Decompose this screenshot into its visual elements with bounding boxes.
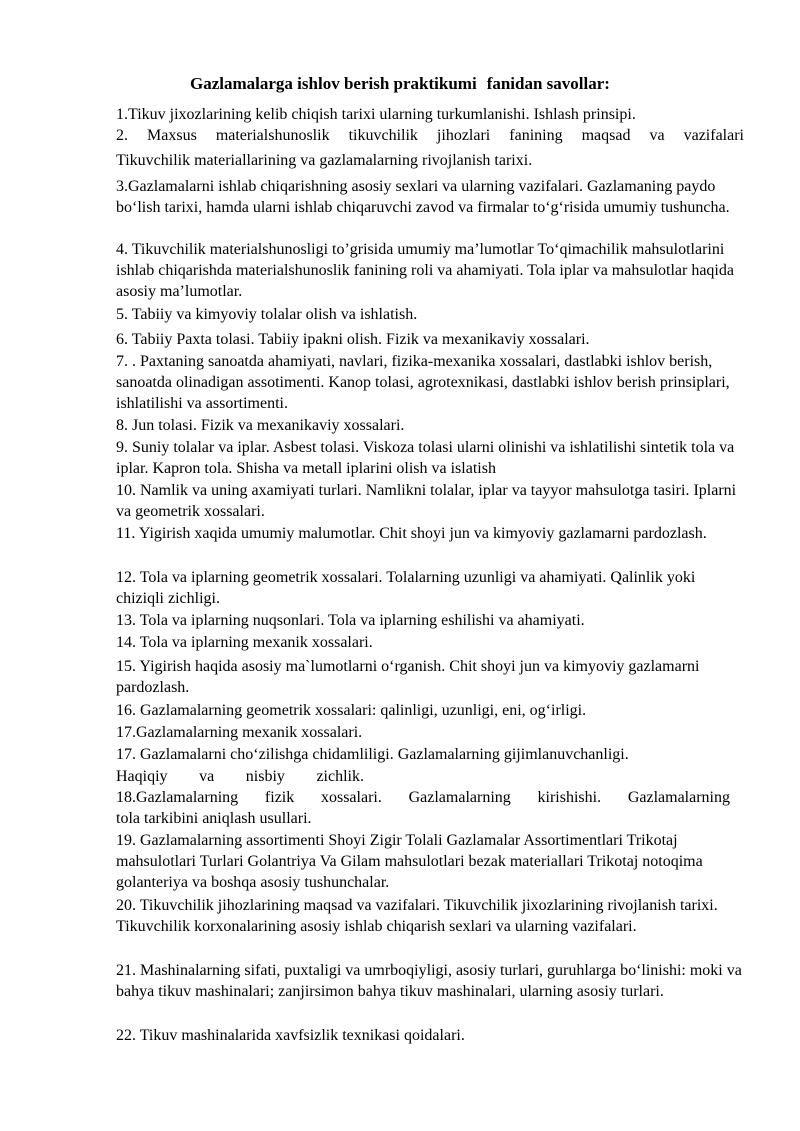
title-subject: fanidan savollar: (486, 74, 610, 93)
question-8: 8. Jun tolasi. Fizik va mexanikaviy xossalari. (116, 417, 405, 434)
question-20: 20. Tikuvchilik jihozlarining maqsad va vazifalari. Tikuvchilik jixozlarining rivojlanish tarixi. Tikuvchilik korxonalarining asosiy ishlab chiqarish sexlari va ularning vazifalari. (116, 897, 718, 935)
question-9: 9. Suniy tolalar va iplar. Asbest tolasi. Viskoza tolasi ularni olinishi va ishlatilishi sintetik tola va iplar. Kapron tola. Shisha va metall iplarini olish va islatish (116, 439, 735, 477)
question-2-line-1: 2. Maxsus materialshunoslik tikuvchilik jihozlari fanining maqsad va vazifalari (116, 127, 744, 144)
question-21: 21. Mashinalarning sifati, puxtaligi va umrboqiyligi, asosiy turlari, guruhlarga bo‘linishi: moki va bahya tikuv mashinalari; zanjirsimon bahya tikuv mashinalari, ularning asosiy turlari. (116, 962, 742, 1000)
question-7: 7. . Paxtaning sanoatda ahamiyati, navlari, fizika-mexanika xossalari, dastlabki ishlov berish, sanoatda olinadigan assotimenti. Kanop tolasi, agrotexnikasi, dastlabki ishlov berish prinsiplari, ishlatilishi va assortimenti. (116, 353, 730, 412)
question-10: 10. Namlik va uning axamiyati turlari. Namlikni tolalar, iplar va tayyor mahsulotga tasiri. Iplarni va geometrik xossalari. (116, 482, 737, 520)
question-15: 15. Yigirish haqida asosiy ma`lumotlarni o‘rganish. Chit shoyi jun va kimyoviy gazlamarni pardozlash. (116, 658, 700, 696)
question-16: 16. Gazlamalarning geometrik xossalari: qalinligi, uzunligi, eni, og‘irligi. (116, 702, 587, 719)
question-12: 12. Tola va iplarning geometrik xossalari. Tolalarning uzunligi va ahamiyati. Qalinlik yoki chiziqli zichligi. (116, 569, 696, 607)
question-18-line-2: tola tarkibini aniqlash usullari. (116, 810, 312, 827)
question-1: 1.Tikuv jixozlarining kelib chiqish tarixi ularning turkumlanishi. Ishlash prinsipi. (116, 106, 636, 123)
question-4: 4. Tikuvchilik materialshunosligi to’grisida umumiy ma’lumotlar To‘qimachilik mahsulotlarini ishlab chiqarishda materialshunoslik fanining roli va ahamiyati. Tola iplar va mahsulotlar haqida asosiy ma’lumotlar. (116, 241, 734, 300)
question-5: 5. Tabiiy va kimyoviy tolalar olish va ishlatish. (116, 306, 418, 323)
document-title (0, 73, 800, 95)
question-2-line-2: Tikuvchilik materiallarining va gazlamalarning rivojlanish tarixi. (116, 152, 533, 169)
question-14: 14. Tola va iplarning mexanik xossalari. (116, 634, 373, 651)
question-22: 22. Tikuv mashinalarida xavfsizlik texnikasi qoidalari. (116, 1027, 465, 1044)
question-3: 3.Gazlamalarni ishlab chiqarishning asosiy sexlari va ularning vazifalari. Gazlamaning paydo bo‘lish tarixi, hamda ularni ishlab chiqaruvchi zavod va firmalar to‘g‘risida umumiy tushuncha. (116, 178, 730, 216)
question-13: 13. Tola va iplarning nuqsonlari. Tola va iplarning eshilishi va ahamiyati. (116, 612, 585, 629)
question-17b-line-2: Haqiqiy va nisbiy zichlik. (116, 768, 364, 785)
question-17b-line-1: 17. Gazlamalarni cho‘zilishga chidamliligi. Gazlamalarning gijimlanuvchanligi. (116, 746, 629, 763)
question-19: 19. Gazlamalarning assortimenti Shoyi Zigir Tolali Gazlamalar Assortimentlari Trikotaj mahsulotlari Turlari Golantriya Va Gilam mahsulotlari bezak materiallari Trikotaj notoqima golanteriya va boshqa asosiy tushunchalar. (116, 832, 703, 891)
question-18-line-1: 18.Gazlamalarning fizik xossalari. Gazlamalarning kirishishi. Gazlamalarning (116, 789, 730, 806)
question-6: 6. Tabiiy Paxta tolasi. Tabiiy ipakni olish. Fizik va mexanikaviy xossalari. (116, 331, 590, 348)
question-17a: 17.Gazlamalarning mexanik xossalari. (116, 724, 363, 741)
question-11: 11. Yigirish xaqida umumiy malumotlar. Chit shoyi jun va kimyoviy gazlamarni pardozlash. (116, 525, 707, 542)
title-main: Gazlamalarga ishlov berish praktikumi (190, 74, 477, 93)
